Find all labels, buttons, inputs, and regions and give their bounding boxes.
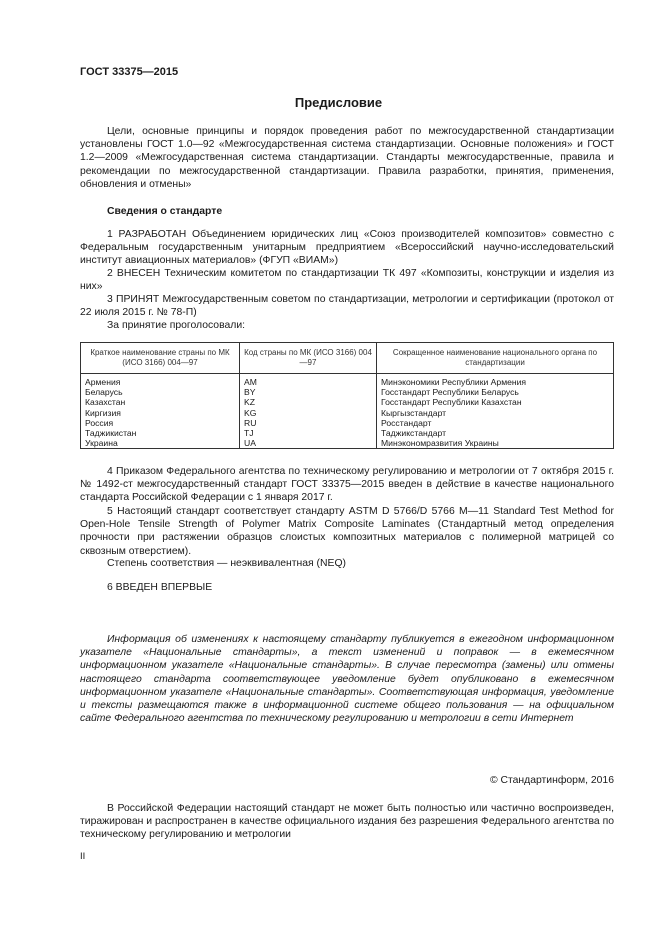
table-cell: Киргизия — [81, 408, 240, 418]
voted-label: За принятие проголосовали: — [107, 320, 246, 331]
intro-paragraph: Цели, основные принципы и порядок проведения работ по межгосударственной стандартизации установлены ГОСТ 1.0—92 «Межгосударственная система стандартизации. Основные положения» и ГОСТ 1.2—2009 «Межгосударственная система стандартизации. Стандарты межгосударственные, правила и рекомендации по межгосударственной стандартизации. Правила разработки, принятия, применения, обновления и отмены» — [80, 126, 614, 190]
table-cell: Госстандарт Республики Казахстан — [377, 397, 614, 407]
table-cell: Украина — [81, 438, 240, 449]
table-cell: RU — [240, 418, 377, 428]
rights-paragraph: В Российской Федерации настоящий стандарт не может быть полностью или частично воспроизведен, тиражирован и распространен в качестве официального издания без разрешения Федерального агентства по техническому регулированию и метрологии — [80, 803, 614, 841]
item-5-paragraph: 5 Настоящий стандарт соответствует стандарту ASTM D 5766/D 5766 M—11 Standard Test Method for Open-Hole Tensile Strength of Polymer Matrix Composite Laminates (Стандартный метод определения прочности при растяжении образцов слоистых композитных материалов с полимерной матрицей со сквозным отверстием). — [80, 506, 614, 557]
table-cell: Госстандарт Республики Беларусь — [377, 387, 614, 397]
table-cell: Беларусь — [81, 387, 240, 397]
table-cell: Армения — [81, 377, 240, 387]
table-cell: AM — [240, 377, 377, 387]
table-row — [81, 428, 614, 438]
table-header-cell: Код страны по МК (ИСО 3166) 004—97 — [240, 343, 377, 374]
table-cell: Таджикистан — [81, 428, 240, 438]
table-row — [81, 387, 614, 397]
table-row — [81, 438, 614, 449]
standard-code-header: ГОСТ 33375—2015 — [80, 66, 179, 78]
table-cell: Минэкономики Республики Армения — [377, 377, 614, 387]
page-title: Предисловие — [294, 95, 383, 110]
item-1-paragraph: 1 РАЗРАБОТАН Объединением юридических лиц «Союз производителей композитов» совместно с Федеральным государственным унитарным предприятием «Всероссийский научно-исследовательский институт авиационных материалов» (ФГУП «ВИАМ») — [80, 229, 614, 267]
item-4-paragraph: 4 Приказом Федерального агентства по техническому регулированию и метрологии от 7 октября 2015 г. № 1492-ст межгосударственный стандарт ГОСТ 33375—2015 введен в действие в качестве национального стандарта Российской Федерации с 1 января 2017 г. — [80, 466, 614, 504]
item-3-paragraph: 3 ПРИНЯТ Межгосударственным советом по стандартизации, метрологии и сертификации (протокол от 22 июля 2015 г. № 78-П) — [80, 294, 614, 319]
info-heading: Сведения о стандарте — [107, 206, 223, 217]
conformity-degree: Степень соответствия — неэквивалентная (NEQ) — [107, 558, 346, 569]
table-row — [81, 397, 614, 407]
table-cell: TJ — [240, 428, 377, 438]
table-header-row — [81, 343, 614, 374]
table-cell: KG — [240, 408, 377, 418]
countries-table — [80, 342, 614, 449]
table-row — [81, 418, 614, 428]
table-header-cell: Краткое наименование страны по МК (ИСО 3166) 004—97 — [81, 343, 240, 374]
table-header-cell: Сокращенное наименование национального органа по стандартизации — [377, 343, 614, 374]
table-row — [81, 408, 614, 418]
table-cell: KZ — [240, 397, 377, 407]
table-cell: BY — [240, 387, 377, 397]
page-number: II — [80, 851, 86, 862]
table-cell: Россия — [81, 418, 240, 428]
table-row — [81, 377, 614, 387]
table-cell: UA — [240, 438, 377, 449]
table-cell: Минэкономразвития Украины — [377, 438, 614, 449]
item-6-paragraph: 6 ВВЕДЕН ВПЕРВЫЕ — [107, 582, 213, 593]
changes-notice: Информация об изменениях к настоящему стандарту публикуется в ежегодном информационном указателе «Национальные стандарты», а текст изменений и поправок — в ежемесячном информационном указателе «Национальные стандарты». В случае пересмотра (замены) или отмены настоящего стандарта соответствующее уведомление будет опубликовано в ежемесячном информационном указателе «Национальные стандарты». Соответствующая информация, уведомление и тексты размещаются также в информационной системе общего пользования — на официальном сайте Федерального агентства по техническому регулированию и метрологии в сети Интернет — [80, 634, 614, 725]
item-2-paragraph: 2 ВНЕСЕН Техническим комитетом по стандартизации ТК 497 «Композиты, конструкции и изделия из них» — [80, 268, 614, 293]
table-cell: Казахстан — [81, 397, 240, 407]
copyright-notice: © Стандартинформ, 2016 — [489, 775, 614, 786]
table-cell: Таджикстандарт — [377, 428, 614, 438]
table-cell: Кыргызстандарт — [377, 408, 614, 418]
table-cell: Росстандарт — [377, 418, 614, 428]
